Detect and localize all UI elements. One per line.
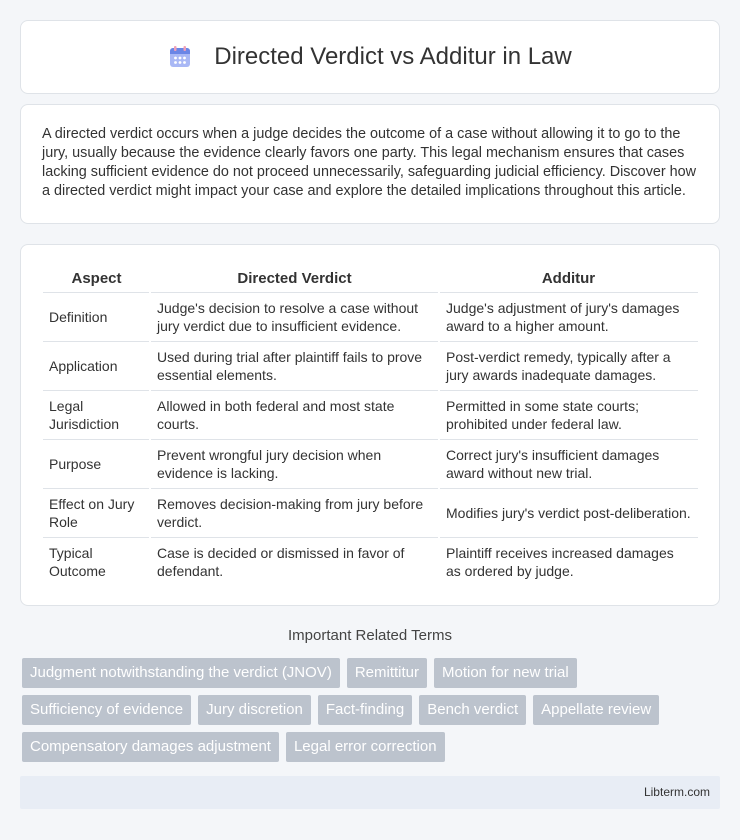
related-term-tag[interactable]: Judgment notwithstanding the verdict (JNOV) — [22, 658, 340, 688]
related-term-tag[interactable]: Legal error correction — [286, 732, 445, 762]
comparison-table — [43, 266, 698, 586]
related-term-tag[interactable]: Remittitur — [347, 658, 427, 688]
related-term-tag[interactable]: Bench verdict — [419, 695, 526, 725]
related-term-tag[interactable]: Sufficiency of evidence — [22, 695, 191, 725]
cell-directed-verdict: Removes decision-making from jury before verdict. — [150, 488, 439, 537]
cell-directed-verdict: Prevent wrongful jury decision when evidence is lacking. — [150, 439, 439, 488]
table-row — [43, 292, 698, 341]
table-row — [43, 341, 698, 390]
calendar-icon — [168, 45, 192, 69]
related-term-tag[interactable]: Appellate review — [533, 695, 659, 725]
related-terms-list — [22, 658, 722, 769]
cell-aspect: Legal Jurisdiction — [43, 390, 150, 439]
header-card — [20, 20, 720, 94]
cell-aspect: Purpose — [43, 439, 150, 488]
header-aspect: Aspect — [71, 270, 122, 288]
table-row — [43, 537, 698, 586]
cell-additur: Permitted in some state courts; prohibited under federal law. — [439, 390, 698, 439]
cell-directed-verdict: Case is decided or dismissed in favor of defendant. — [150, 537, 439, 586]
table-row — [43, 390, 698, 439]
cell-aspect: Typical Outcome — [43, 537, 150, 586]
footer — [20, 776, 720, 809]
cell-aspect: Application — [43, 341, 150, 390]
cell-additur: Post-verdict remedy, typically after a jury awards inadequate damages. — [439, 341, 698, 390]
intro-card — [20, 104, 720, 224]
table-header-row — [43, 266, 698, 292]
table-row — [43, 439, 698, 488]
footer-site-link[interactable]: Libterm.com — [643, 785, 710, 799]
table-row — [43, 488, 698, 537]
cell-additur: Plaintiff receives increased damages as ordered by judge. — [439, 537, 698, 586]
cell-additur: Correct jury's insufficient damages award without new trial. — [439, 439, 698, 488]
intro-paragraph: A directed verdict occurs when a judge decides the outcome of a case without allowing it to go to the jury, usually because the evidence clearly favors one party. This legal mechanism ensures that cases lacking sufficient evidence do not proceed unnecessarily, safeguarding judicial efficiency. Discover how a directed verdict might impact your case and explore the detailed implications throughout this article. — [42, 126, 697, 199]
cell-additur: Modifies jury's verdict post-deliberation. — [439, 488, 698, 537]
cell-aspect: Effect on Jury Role — [43, 488, 150, 537]
cell-directed-verdict: Used during trial after plaintiff fails to prove essential elements. — [150, 341, 439, 390]
header-additur: Additur — [541, 270, 596, 288]
cell-directed-verdict: Judge's decision to resolve a case without jury verdict due to insufficient evidence. — [150, 292, 439, 341]
cell-aspect: Definition — [43, 292, 150, 341]
related-term-tag[interactable]: Motion for new trial — [434, 658, 577, 688]
cell-additur: Judge's adjustment of jury's damages award to a higher amount. — [439, 292, 698, 341]
related-term-tag[interactable]: Jury discretion — [198, 695, 311, 725]
comparison-card — [20, 244, 720, 606]
related-term-tag[interactable]: Fact-finding — [318, 695, 412, 725]
cell-directed-verdict: Allowed in both federal and most state courts. — [150, 390, 439, 439]
header-directed-verdict: Directed Verdict — [237, 270, 352, 288]
page-title: Directed Verdict vs Additur in Law — [214, 43, 572, 70]
related-terms-title: Important Related Terms — [288, 627, 452, 644]
related-term-tag[interactable]: Compensatory damages adjustment — [22, 732, 279, 762]
